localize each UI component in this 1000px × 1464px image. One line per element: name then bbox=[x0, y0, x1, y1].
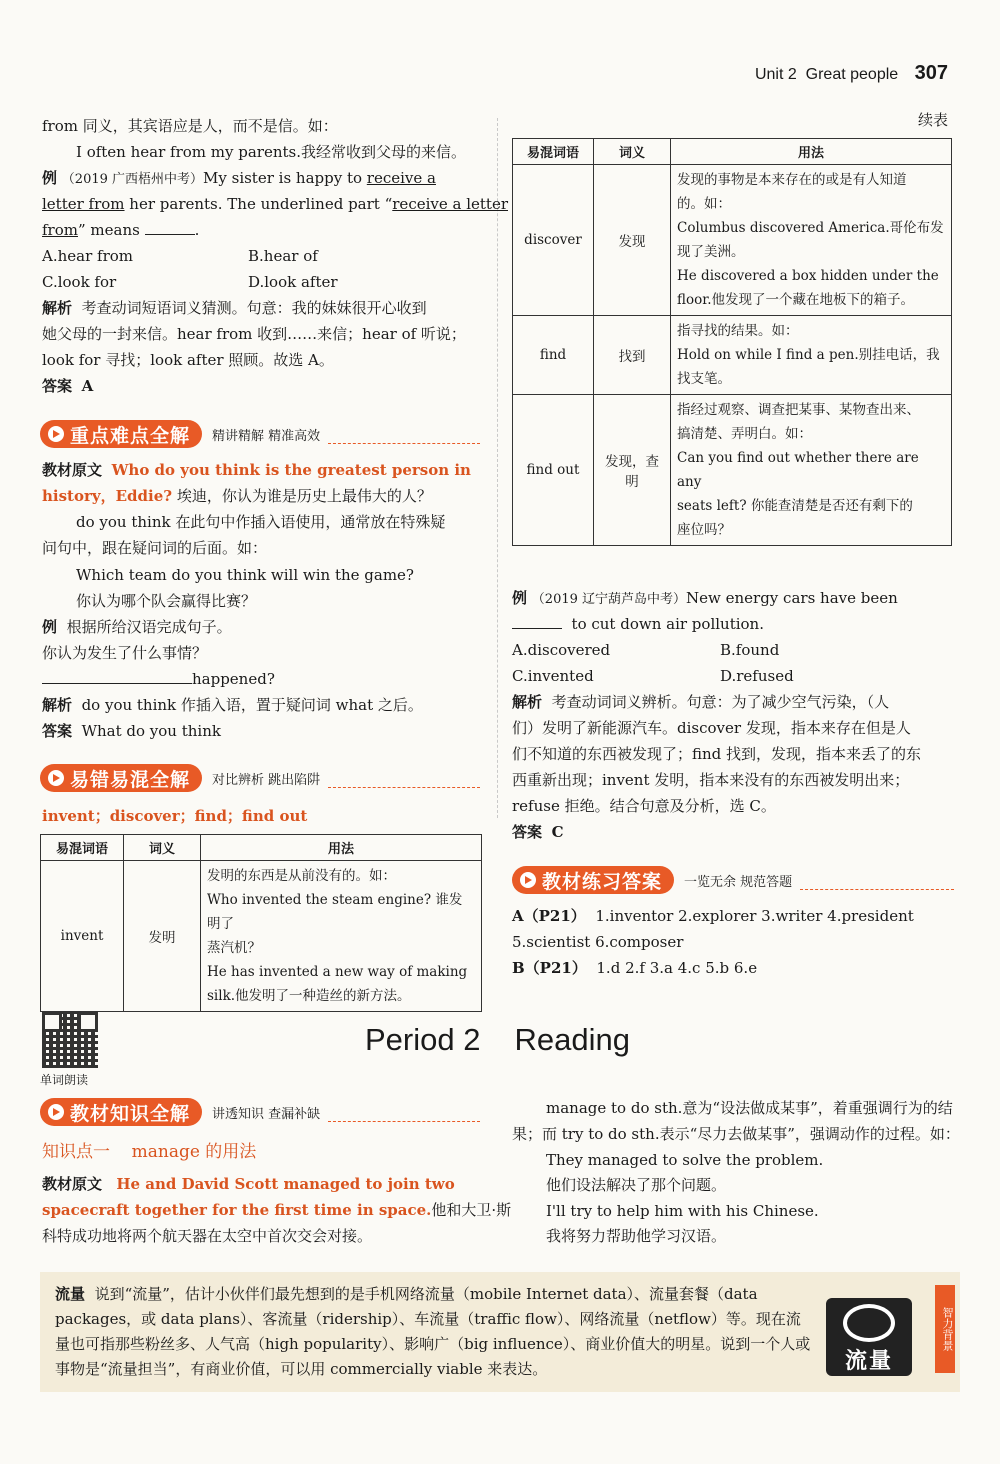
source-quote: He and David Scott managed to join two bbox=[116, 1175, 455, 1193]
knowledge-point-heading bbox=[42, 1142, 256, 1162]
example-line bbox=[42, 617, 232, 637]
example-text: 根据所给汉语完成句子。 bbox=[66, 618, 232, 636]
knowledge-point-label: 知识点一 bbox=[42, 1142, 110, 1162]
text-line: do you think 在此句中作插入语使用，通常放在特殊疑 bbox=[76, 513, 446, 531]
option-b: B.found bbox=[720, 641, 780, 659]
table-word: find bbox=[513, 316, 594, 395]
option-c: C.look for bbox=[42, 273, 117, 291]
period-number: Period 2 bbox=[365, 1022, 481, 1057]
answers-text: 1.d 2.f 3.a 4.c 5.b 6.e bbox=[596, 959, 758, 977]
table-usage: 指寻找的结果。如： Hold on while I find a pen.别挂电话，我 找支笔。 bbox=[671, 316, 952, 395]
answers-text: 5.scientist 6.composer bbox=[512, 933, 684, 951]
answers-line bbox=[512, 906, 914, 926]
example-text: New energy cars have been bbox=[686, 589, 898, 607]
text-line: 我将努力帮助他学习汉语。 bbox=[546, 1227, 727, 1245]
underlined-text: from bbox=[42, 221, 78, 239]
option-b: B.hear of bbox=[248, 247, 318, 265]
example-text: My sister is happy to bbox=[203, 169, 367, 187]
analysis-label: 解析 bbox=[42, 696, 73, 714]
option-a: A.hear from bbox=[42, 247, 133, 265]
source-line bbox=[42, 1174, 455, 1194]
underlined-text: receive a letter bbox=[392, 195, 508, 213]
period-title bbox=[365, 1022, 664, 1058]
section-tagline: 讲透知识 查漏补缺 bbox=[212, 1106, 321, 1122]
example-line bbox=[512, 614, 764, 634]
table-row bbox=[41, 861, 482, 1012]
analysis-text: 考查动词词义辨析。句意：为了减少空气污染，（人 bbox=[551, 693, 890, 711]
answer-label: 答案 bbox=[512, 823, 543, 841]
answers-label: A（P21） bbox=[512, 907, 586, 925]
section-banner bbox=[40, 1098, 480, 1126]
analysis-label: 解析 bbox=[42, 299, 73, 317]
knowledge-point-title: manage 的用法 bbox=[131, 1142, 257, 1162]
section-tagline: 精讲精解 精准高效 bbox=[212, 428, 321, 444]
section-title: 教材练习答案 bbox=[542, 870, 663, 893]
example-source: （2019 广西梧州中考） bbox=[61, 172, 204, 187]
answer-label: 答案 bbox=[42, 722, 73, 740]
footer-body: 说到“流量”，估计小伙伴们最先想到的是手机网络流量（mobile Internet data）、流量套餐（data packages，或 data plans）、客流量（ridership）、车流量（traffic flow）、网络流量（netflow）等。现在流量也可指那些粉丝多、人气高（high popularity）、影响广（big influence）、商业价值大的明星。说到一个人或事物是“流量担当”，有商业价值，可以用 commercially viable 来表达。 bbox=[55, 1285, 811, 1378]
example-text: to cut down air pollution. bbox=[571, 615, 764, 633]
source-translation: 埃迪，你认为谁是历史上最伟大的人？ bbox=[172, 487, 432, 505]
answer-blank bbox=[145, 220, 195, 235]
analysis-line bbox=[42, 695, 423, 715]
comparison-heading: invent；discover；find；find out bbox=[42, 807, 308, 825]
example-line bbox=[42, 194, 508, 214]
answer-blank bbox=[42, 669, 192, 684]
text-line: 他们设法解决了那个问题。 bbox=[546, 1176, 727, 1194]
continued-label: 续表 bbox=[918, 111, 949, 129]
table-row bbox=[513, 165, 952, 316]
section-title: 教材知识全解 bbox=[70, 1102, 191, 1125]
section-banner bbox=[512, 866, 954, 894]
text-line: 果；而 try to do sth.表示“尽力去做某事”，强调动作的过程。如： bbox=[512, 1125, 960, 1143]
table-meaning: 发现 bbox=[594, 165, 671, 316]
section-title: 重点难点全解 bbox=[70, 424, 191, 447]
source-line bbox=[42, 486, 432, 506]
period-name: Reading bbox=[514, 1022, 630, 1057]
source-label: 教材原文 bbox=[42, 1175, 103, 1193]
example-label: 例 bbox=[512, 589, 528, 607]
analysis-text: 她父母的一封来信。hear from 收到……来信；hear of 听说； bbox=[42, 325, 466, 343]
text-line: I'll try to help him with his Chinese. bbox=[546, 1202, 819, 1220]
page-header bbox=[755, 62, 948, 85]
unit-title: Great people bbox=[805, 66, 899, 83]
answers-text: 1.inventor 2.explorer 3.writer 4.president bbox=[595, 907, 914, 925]
example-text: her parents. The underlined part “ bbox=[124, 195, 393, 213]
fill-line bbox=[42, 669, 275, 689]
example-text: ” means bbox=[77, 221, 140, 239]
example-label: 例 bbox=[42, 169, 58, 187]
analysis-text: look for 寻找；look after 照顾。故选 A。 bbox=[42, 351, 334, 369]
option-d: D.look after bbox=[248, 273, 338, 291]
column-divider bbox=[497, 118, 498, 818]
table-usage: 发明的东西是从前没有的。如： Who invented the steam engine? 谁发明了 蒸汽机？ He has invented a new way of making silk.他发明了一种造丝的新方法。 bbox=[201, 861, 482, 1012]
text-line: 问句中，跟在疑问词的后面。如： bbox=[42, 539, 268, 557]
qr-caption: 单词朗读 bbox=[40, 1073, 89, 1087]
section-banner bbox=[40, 420, 480, 448]
answers-label: B（P21） bbox=[512, 959, 587, 977]
table-header: 易混词语 bbox=[41, 835, 124, 861]
section-banner bbox=[40, 764, 480, 792]
analysis-line bbox=[42, 298, 427, 318]
option-c: C.invented bbox=[512, 667, 594, 685]
analysis-line bbox=[512, 692, 889, 712]
section-tagline: 一览无余 规范答题 bbox=[684, 874, 793, 890]
text-line: I often hear from my parents.我经常收到父母的来信。 bbox=[76, 143, 466, 161]
analysis-text: 们）发明了新能源汽车。discover 发现，指本来存在但是人 bbox=[512, 719, 911, 737]
underlined-text: receive a bbox=[366, 169, 436, 187]
table-meaning: 发现，查明 bbox=[594, 395, 671, 546]
text-line: from 同义，其宾语应是人，而不是信。如： bbox=[42, 117, 338, 135]
answer-value: A bbox=[81, 377, 94, 395]
qr-code-icon[interactable] bbox=[42, 1012, 98, 1068]
answer-value: C bbox=[551, 823, 564, 841]
table-header: 词义 bbox=[124, 835, 201, 861]
example-line bbox=[42, 168, 436, 190]
table-header: 用法 bbox=[201, 835, 482, 861]
table-word: invent bbox=[41, 861, 124, 1012]
answer-line bbox=[512, 822, 564, 842]
source-translation: 科特成功地将两个航天器在太空中首次交会对接。 bbox=[42, 1227, 373, 1245]
section-tagline: 对比辨析 跳出陷阱 bbox=[212, 772, 321, 788]
example-line: from” means . bbox=[42, 221, 200, 239]
page-number: 307 bbox=[914, 62, 948, 84]
play-icon bbox=[48, 770, 64, 786]
table-meaning: 找到 bbox=[594, 316, 671, 395]
play-icon bbox=[48, 426, 64, 442]
answers-line bbox=[512, 958, 757, 978]
source-line bbox=[42, 460, 471, 480]
table-word: find out bbox=[513, 395, 594, 546]
analysis-text: refuse 拒绝。结合句意及分析，选 C。 bbox=[512, 797, 776, 815]
comparison-table bbox=[40, 834, 482, 1012]
table-header: 易混词语 bbox=[513, 139, 594, 165]
badge-label: 流量 bbox=[844, 1349, 893, 1374]
fill-tail: happened? bbox=[192, 670, 275, 688]
example-label: 例 bbox=[42, 618, 58, 636]
option-a: A.discovered bbox=[512, 641, 611, 659]
table-header: 词义 bbox=[594, 139, 671, 165]
example-source: （2019 辽宁葫芦岛中考） bbox=[531, 592, 687, 607]
analysis-text: 西重新出现；invent 发明，指本来没有的东西被发明出来； bbox=[512, 771, 910, 789]
answer-blank bbox=[512, 614, 562, 629]
analysis-text: 考查动词短语词义猜测。句意：我的妹妹很开心收到 bbox=[81, 299, 427, 317]
play-icon bbox=[48, 1104, 64, 1120]
source-quote: spacecraft together for the first time in space. bbox=[42, 1201, 432, 1219]
text-line: 你认为发生了什么事情？ bbox=[42, 644, 208, 662]
table-row bbox=[513, 316, 952, 395]
text-line: They managed to solve the problem. bbox=[546, 1151, 824, 1169]
source-quote: history，Eddie? bbox=[42, 487, 173, 505]
side-tag: 智力背景 bbox=[935, 1285, 955, 1373]
play-icon bbox=[520, 872, 536, 888]
footer-term: 流量 bbox=[55, 1285, 86, 1303]
table-row bbox=[513, 395, 952, 546]
table-meaning: 发明 bbox=[124, 861, 201, 1012]
text-line: 你认为哪个队会赢得比赛？ bbox=[76, 592, 257, 610]
footer-note bbox=[55, 1282, 815, 1382]
table-usage: 发现的事物是本来存在的或是有人知道 的。如： Columbus discovered America.哥伦布发 现了美洲。 He discovered a box hidden under the floor.他发现了一个藏在地板下的箱子。 bbox=[671, 165, 952, 316]
text-line: manage to do sth.意为“设法做成某事”，着重强调行为的结 bbox=[546, 1099, 953, 1117]
analysis-text: 们不知道的东西被发现了；find 找到，发现，指本来丢了的东 bbox=[512, 745, 922, 763]
unit-label: Unit 2 bbox=[754, 66, 797, 83]
analysis-text: do you think 作插入语，置于疑问词 what 之后。 bbox=[81, 696, 423, 714]
analysis-label: 解析 bbox=[512, 693, 543, 711]
table-word: discover bbox=[513, 165, 594, 316]
source-quote: Who do you think is the greatest person in bbox=[111, 461, 471, 479]
comparison-table-continued bbox=[512, 138, 952, 546]
option-d: D.refused bbox=[720, 667, 794, 685]
source-label: 教材原文 bbox=[42, 461, 103, 479]
answer-label: 答案 bbox=[42, 377, 73, 395]
underlined-text: letter from bbox=[42, 195, 125, 213]
source-line bbox=[42, 1200, 511, 1220]
answer-line bbox=[42, 376, 93, 396]
traffic-badge-icon bbox=[826, 1298, 912, 1376]
table-usage: 指经过观察、调查把某事、某物查出来、 搞清楚、弄明白。如： Can you find out whether there are any seats left? 你能查清楚是否还有剩下的 座位吗？ bbox=[671, 395, 952, 546]
answer-value: What do you think bbox=[81, 722, 221, 740]
section-title: 易错易混全解 bbox=[70, 768, 191, 791]
source-translation: 他和大卫·斯 bbox=[431, 1201, 512, 1219]
example-line bbox=[512, 588, 898, 610]
text-line: Which team do you think will win the game? bbox=[76, 566, 414, 584]
answer-line bbox=[42, 721, 221, 741]
table-header: 用法 bbox=[671, 139, 952, 165]
